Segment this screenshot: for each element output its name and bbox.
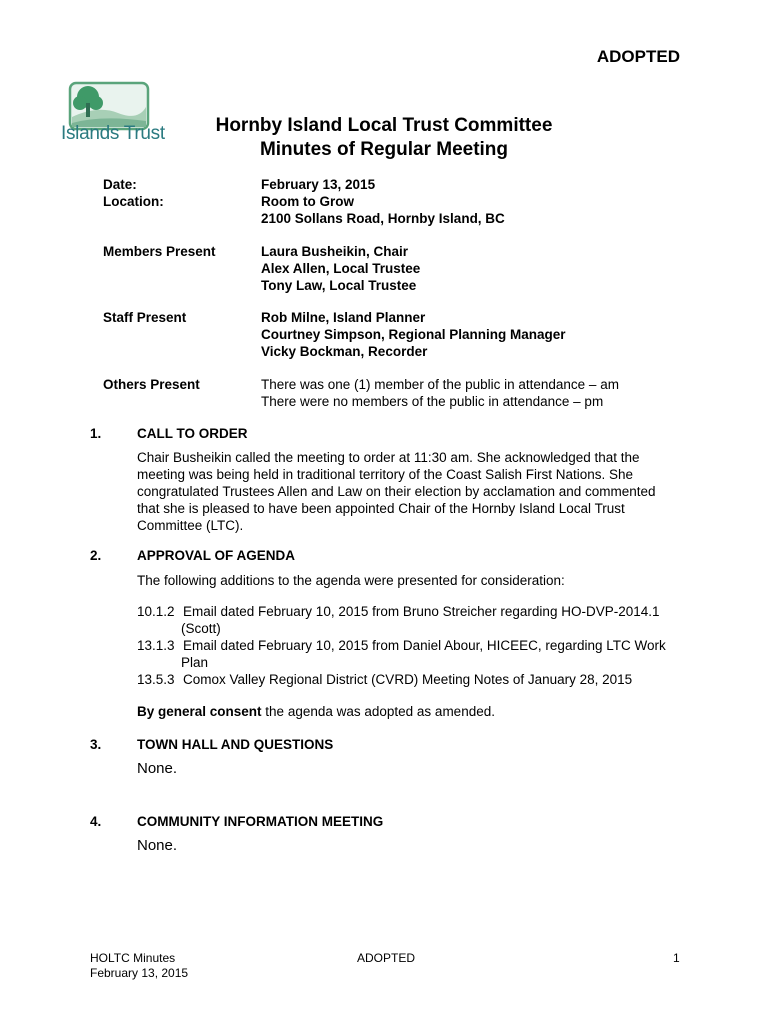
title-line-1: Hornby Island Local Trust Committee	[215, 115, 553, 136]
staff-2: Courtney Simpson, Regional Planning Manager	[261, 327, 566, 342]
section-4-number: 4.	[90, 814, 102, 829]
date-value: February 13, 2015	[261, 177, 376, 192]
consent-statement	[137, 703, 682, 720]
section-2-intro: The following additions to the agenda were presented for consideration:	[137, 573, 565, 588]
section-3-number: 3.	[90, 737, 102, 752]
adopted-stamp: ADOPTED	[596, 47, 680, 66]
others-1: There was one (1) member of the public in attendance – am	[261, 377, 619, 392]
section-1-line: congratulated Trustees Allen and Law on their election by acclamation and commented	[137, 484, 656, 499]
section-1-line: Chair Busheikin called the meeting to order at 11:30 am. She acknowledged that the	[137, 450, 640, 465]
agenda-item-text-cont: (Scott)	[181, 621, 221, 636]
footer-doc-date: February 13, 2015	[90, 966, 189, 980]
section-2-number: 2.	[90, 548, 102, 563]
others-2: There were no members of the public in attendance – pm	[261, 394, 604, 409]
agenda-item-number: 13.1.3	[137, 638, 175, 653]
agenda-item	[137, 637, 666, 671]
footer-left	[90, 951, 188, 981]
member-1: Laura Busheikin, Chair	[261, 244, 409, 259]
section-1-line: meeting was being held in traditional territory of the Coast Salish First Nations. She	[137, 467, 633, 482]
member-2: Alex Allen, Local Trustee	[261, 261, 421, 276]
location-value-1: Room to Grow	[261, 194, 354, 209]
staff-1: Rob Milne, Island Planner	[261, 310, 426, 325]
section-4-body: None.	[137, 837, 178, 854]
agenda-item	[137, 671, 632, 688]
footer-doc-name: HOLTC Minutes	[90, 951, 176, 965]
page-number: 1	[673, 951, 680, 965]
section-1-heading: CALL TO ORDER	[137, 426, 248, 441]
date-label: Date:	[103, 177, 137, 192]
consent-bold: By general consent	[137, 704, 262, 719]
agenda-item-number: 13.5.3	[137, 672, 175, 687]
section-1-body	[137, 449, 682, 534]
section-1-line: Committee (LTC).	[137, 518, 244, 533]
document-title	[0, 114, 770, 162]
members-label: Members Present	[103, 244, 216, 259]
others-label: Others Present	[103, 377, 200, 392]
footer-status: ADOPTED	[357, 951, 416, 965]
section-2-heading: APPROVAL OF AGENDA	[137, 548, 296, 563]
agenda-item-text-cont: Plan	[181, 655, 209, 670]
agenda-item-text: Comox Valley Regional District (CVRD) Meeting Notes of January 28, 2015	[183, 672, 633, 687]
section-1-line: that she is pleased to have been appointed Chair of the Hornby Island Local Trust	[137, 501, 625, 516]
section-3-body: None.	[137, 760, 178, 777]
section-4-heading: COMMUNITY INFORMATION MEETING	[137, 814, 384, 829]
location-label: Location:	[103, 194, 164, 209]
logo-text: Islands Trust	[61, 123, 165, 144]
title-line-2: Minutes of Regular Meeting	[259, 139, 509, 160]
member-3: Tony Law, Local Trustee	[261, 278, 417, 293]
agenda-item	[137, 603, 660, 637]
agenda-item-text: Email dated February 10, 2015 from Daniel Abour, HICEEC, regarding LTC Work	[183, 638, 666, 653]
location-value-2: 2100 Sollans Road, Hornby Island, BC	[261, 211, 505, 226]
agenda-item-text: Email dated February 10, 2015 from Bruno Streicher regarding HO-DVP-2014.1	[183, 604, 660, 619]
section-1-number: 1.	[90, 426, 102, 441]
staff-3: Vicky Bockman, Recorder	[261, 344, 428, 359]
section-3-heading: TOWN HALL AND QUESTIONS	[137, 737, 334, 752]
consent-rest: the agenda was adopted as amended.	[261, 704, 495, 719]
staff-label: Staff Present	[103, 310, 187, 325]
agenda-item-number: 10.1.2	[137, 604, 175, 619]
